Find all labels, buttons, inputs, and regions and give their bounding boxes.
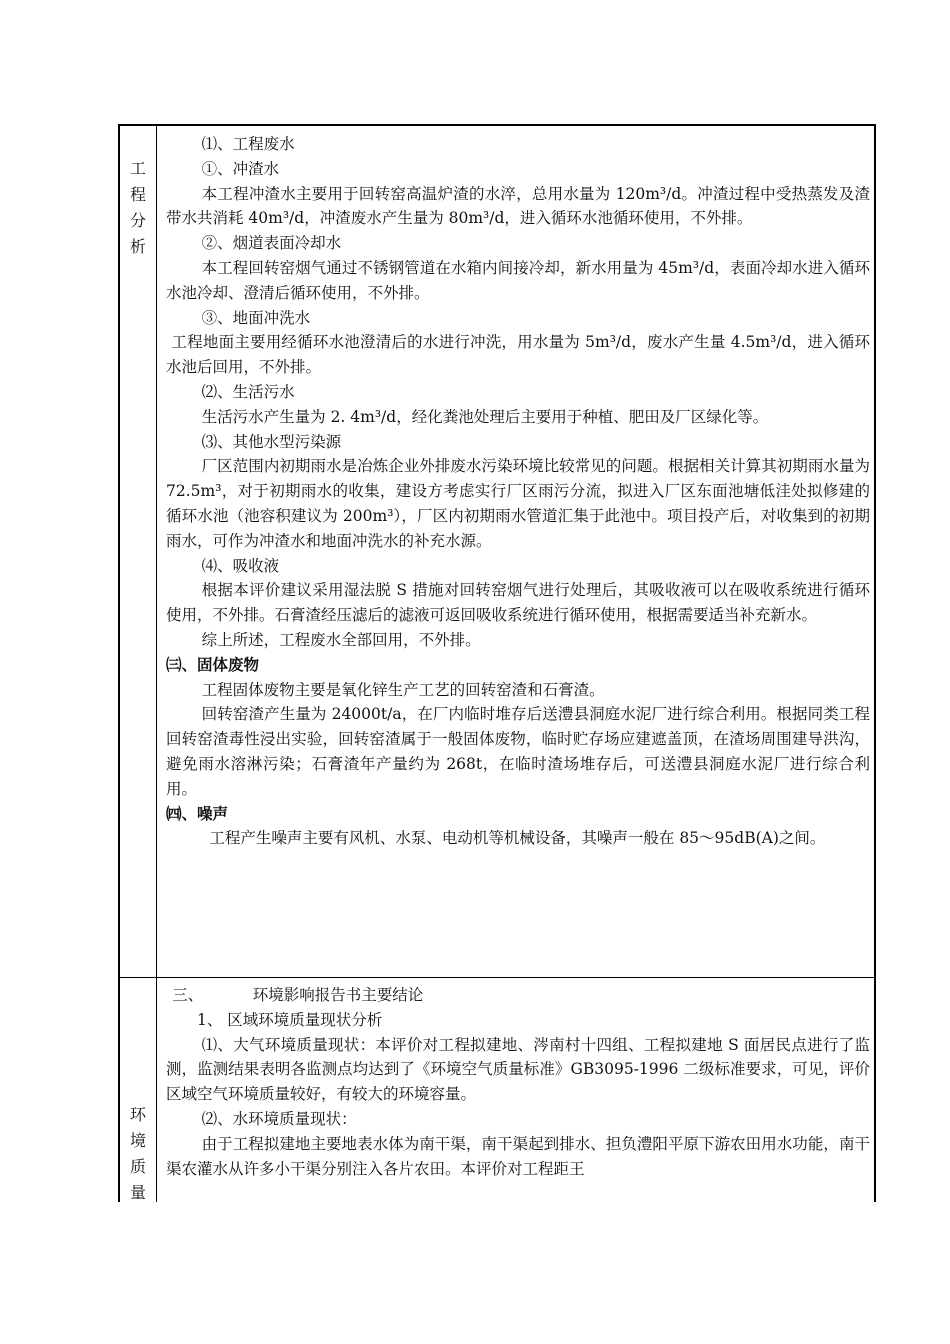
side-char: 质 [129, 1157, 146, 1176]
heading-number: 三、 [172, 986, 204, 1004]
paragraph: ㈢、固体废物 [166, 654, 260, 674]
side-char: 量 [129, 1183, 146, 1202]
paragraph: 本工程回转窑烟气通过不锈钢管道在水箱内间接冷却，新水用量为 45m³/d，表面冷却水进入循环水池冷却、澄清后循环使用，不外排。 [166, 258, 870, 302]
column-divider [156, 126, 157, 1202]
paragraph: ①、冲渣水 [201, 159, 280, 178]
paragraph: ⑷、吸收液 [201, 556, 280, 575]
side-char: 环 [129, 1105, 146, 1124]
paragraph: 回转窑渣产生量为 24000t/a，在厂内临时堆存后送澧县洞庭水泥厂进行综合利用。根据同类工程回转窑渣毒性浸出实验，回转窑渣属于一般固体废物，临时贮存场应建遮盖顶，在渣场周围建导洪沟，避免雨水溶淋污染；石膏渣年产量约为 268t，在临时渣场堆存后，可送澧县洞庭水泥厂进行综合利用。 [166, 705, 870, 798]
paragraph: ⑵、生活污水 [201, 382, 295, 401]
paragraph: ㈣、噪声 [166, 803, 229, 823]
paragraph: 生活污水产生量为 2. 4m³/d，经化粪池处理后主要用于种植、肥田及厂区绿化等。 [201, 407, 769, 426]
paragraph: ⑴、大气环境质量现状：本评价对工程拟建地、涔南村十四组、工程拟建地 S 面居民点进行了监测，监测结果表明各监测点均达到了《环境空气质量标准》GB3095-1996 二级标准要求，可见，评价区域空气环境质量较好，有较大的环境容量。 [166, 1035, 870, 1104]
paragraph: ⑵、水环境质量现状： [201, 1109, 357, 1128]
paragraph: ⑴、工程废水 [201, 135, 295, 153]
paragraph: 工程产生噪声主要有风机、水泵、电动机等机械设备，其噪声一般在 85～95dB(A)之间。 [209, 829, 826, 848]
paragraph: 根据本评价建议采用湿法脱 S 措施对回转窑烟气进行处理后，其吸收液可以在吸收系统进行循环使用，不外排。石膏渣经压滤后的滤液可返回吸收系统进行循环使用，根据需要适当补充新水。 [166, 581, 870, 625]
paragraph: ②、烟道表面冷却水 [201, 234, 342, 253]
engineering-analysis-content [166, 132, 870, 851]
row-divider [120, 977, 874, 978]
paragraph: ⑶、其他水型污染源 [201, 432, 342, 451]
paragraph: 1、 区域环境质量现状分析 [197, 1010, 383, 1029]
side-char: 程 [129, 185, 146, 204]
heading-text: 环境影响报告书主要结论 [252, 986, 424, 1004]
report-table [118, 124, 876, 1202]
side-label-engineering-analysis [120, 156, 156, 260]
paragraph: 厂区范围内初期雨水是冶炼企业外排废水污染环境比较常见的问题。根据相关计算其初期雨水量为 72.5m³，对于初期雨水的收集，建设方考虑实行厂区雨污分流，拟进入厂区东面池塘低洼处拟修建的循环水池（池容积建议为 200m³），厂区内初期雨水管道汇集于此池中。项目投产后，对收集到的初期雨水，可作为冲渣水和地面冲洗水的补充水源。 [166, 457, 870, 550]
paragraph: 工程固体废物主要是氧化锌生产工艺的回转窑渣和石膏渣。 [201, 680, 605, 699]
side-char: 境 [129, 1131, 146, 1150]
environment-conclusion-content [166, 983, 870, 1181]
side-char: 分 [129, 211, 146, 230]
side-label-environment-quality [120, 1102, 156, 1206]
paragraph: 由于工程拟建地主要地表水体为南干渠，南干渠起到排水、担负澧阳平原下游农田用水功能，南干渠农灌水从许多小干渠分别注入各片农田。本评价对工程距王 [166, 1134, 870, 1178]
paragraph: 综上所述，工程废水全部回用，不外排。 [201, 630, 481, 649]
side-char: 析 [129, 237, 146, 256]
paragraph: 工程地面主要用经循环水池澄清后的水进行冲洗，用水量为 5m³/d，废水产生量 4.5m³/d，进入循环水池后回用，不外排。 [166, 333, 870, 377]
section-heading [166, 983, 870, 1008]
paragraph: ③、地面冲洗水 [201, 308, 311, 327]
paragraph: 本工程冲渣水主要用于回转窑高温炉渣的水淬，总用水量为 120m³/d。冲渣过程中受热蒸发及渣带水共消耗 40m³/d，冲渣废水产生量为 80m³/d，进入循环水池循环使用，不外排。 [166, 184, 870, 228]
side-char: 工 [129, 159, 146, 178]
